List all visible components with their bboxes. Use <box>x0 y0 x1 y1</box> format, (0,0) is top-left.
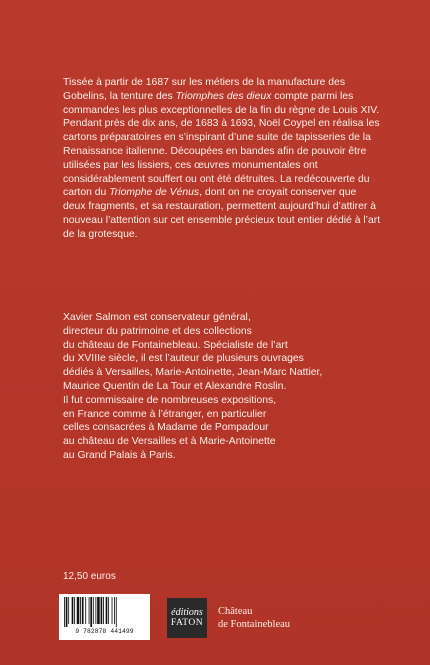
bio-line: en France comme à l’étranger, en particulier <box>63 408 267 420</box>
isbn-barcode <box>59 594 150 640</box>
publisher-logo <box>167 598 207 638</box>
summary-title-italic-2: Triomphe de Vénus <box>109 187 200 199</box>
bio-line: Xavier Salmon est conservateur général, <box>63 312 251 323</box>
bio-line: au Grand Palais à Paris. <box>63 449 176 461</box>
partner-logo <box>218 605 290 631</box>
bio-line: au château de Versailles et à Marie-Antoinette <box>63 436 276 448</box>
bio-line: du château de Fontainebleau. Spécialiste de l’art <box>63 339 288 351</box>
summary-paragraph <box>63 76 381 242</box>
summary-text-1: Tissée à partir de 1687 sur les métiers de la manufacture des Gobelins, la tenture des <box>63 77 346 102</box>
isbn-number: 9 782878 441499 <box>75 628 134 635</box>
bio-line: du XVIIIe siècle, il est l’auteur de plusieurs ouvrages <box>63 353 304 365</box>
price-label: 12,50 euros <box>63 571 116 582</box>
partner-line1: Château <box>218 606 253 617</box>
author-bio-paragraph <box>63 311 381 463</box>
summary-text-2: compte parmi les commandes les plus exceptionnelles de la fin du règne de Louis XIV. Pendant près de dix ans, de 1683 à 1693, Noël Coypel en réalisa les cartons préparatoires en s’inspirant d’une suite de tapisseries de la Renaissance italienne. Découpées en bandes afin de pouvoir être utilisées par les lissiers, ces œuvres monumentales ont considérablement souffert ou ont été détruites. La redécouverte du carton du <box>63 90 380 199</box>
summary-text-3: , dont on ne croyait conserver que deux fragments, et sa restauration, permettent aujourd’hui d’attirer à nouveau l’attention sur cet ensemble précieux tout entier dédié à l’art de la grotesque. <box>63 187 381 240</box>
bio-line: directeur du patrimoine et des collections <box>63 325 252 337</box>
publisher-logo-line1: éditions <box>171 607 203 618</box>
partner-line2: de Fontainebleau <box>218 619 291 630</box>
bio-line: celles consacrées à Madame de Pompadour <box>63 422 269 434</box>
bio-line: dédiés à Versailles, Marie-Antoinette, Jean-Marc Nattier, <box>63 367 323 379</box>
bio-line: Il fut commissaire de nombreuses expositions, <box>63 394 277 406</box>
summary-title-italic-1: Triomphes des dieux <box>175 90 272 102</box>
bio-line: Maurice Quentin de La Tour et Alexandre Roslin. <box>63 380 287 392</box>
barcode-bars-icon <box>63 597 146 627</box>
publisher-logo-line2: FATON <box>170 618 204 628</box>
